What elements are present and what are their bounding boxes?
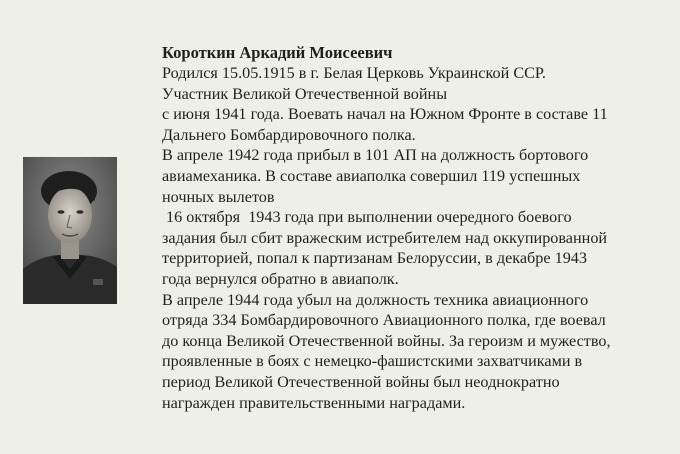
bio-line: Родился 15.05.1915 в г. Белая Церковь Украинской ССР. [162,64,546,82]
bio-line: отряда 334 Бомбардировочного Авиационного полка, где воевал [162,311,606,330]
bio-line: 16 октября 1943 года при выполнении очередного боевого [162,208,572,227]
person-name: Короткин Аркадий Моисеевич [162,43,393,62]
bio-line: до конца Великой Отечественной войны. За героизм и мужество, [162,331,611,350]
portrait-photo-icon [23,157,117,304]
bio-line: Участник Великой Отечественной войны [162,84,448,103]
bio-line: В апреле 1942 года прибыл в 101 АП на должность бортового [162,146,589,165]
biography [162,42,672,413]
bio-line: В апреле 1944 года убыл на должность техника авиационного [162,290,589,309]
bio-line: года вернулся обратно в авиаполк. [162,269,399,288]
bio-line: с июня 1941 года. Воевать начал на Южном Фронте в составе 11 [162,105,608,124]
bio-line: Дальнего Бомбардировочного полка. [162,125,416,144]
bio-line: авиамеханика. В составе авиаполка совершил 119 успешных [162,166,581,185]
bio-line: задания был сбит вражеским истребителем над оккупированной [162,228,608,247]
bio-line: территорией, попал к партизанам Белоруссии, в декабре 1943 [162,249,587,268]
portrait-photo [23,157,117,304]
bio-line: период Великой Отечественной войны был неоднократно [162,372,560,391]
bio-line: ночных вылетов [162,187,275,206]
bio-line: проявленные в боях с немецко-фашистскими захватчиками в [162,352,583,371]
bio-line: награжден правительственными наградами. [162,393,466,412]
